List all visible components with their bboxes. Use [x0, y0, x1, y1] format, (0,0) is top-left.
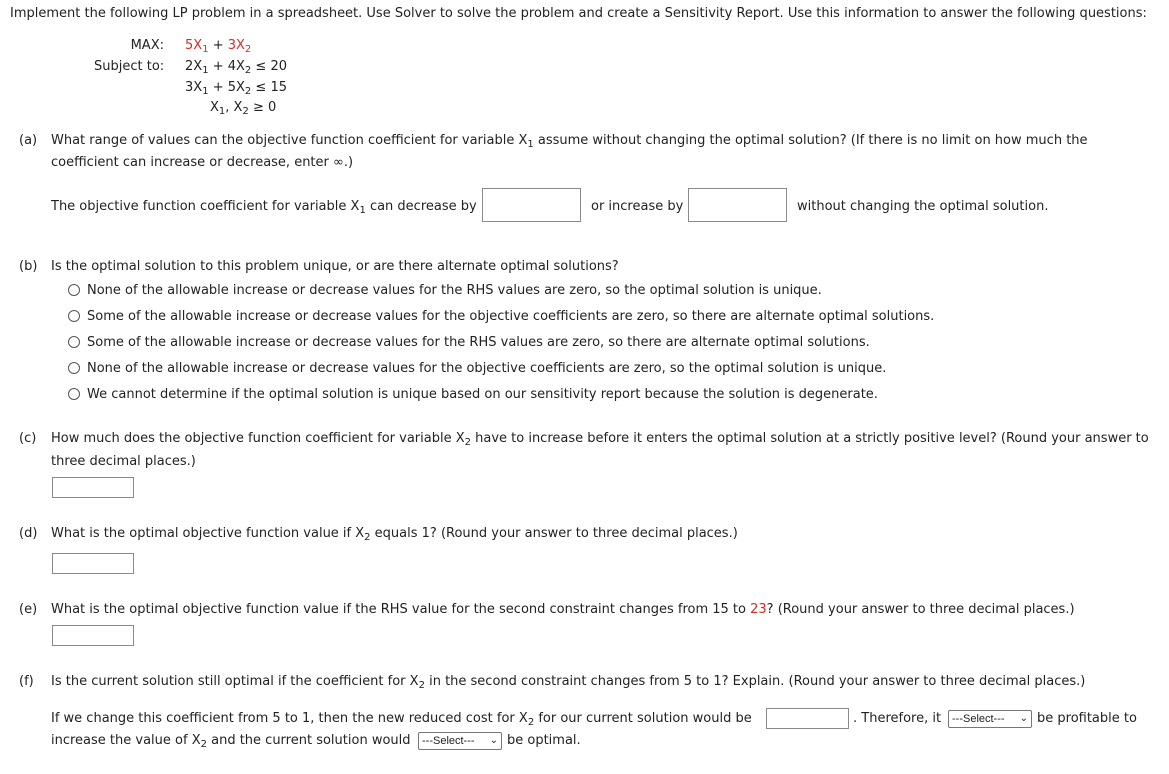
intro-text: Implement the following LP problem in a spreadsheet. Use Solver to solve the problem and create a Sensitivity Report. Use this information to answer the following questions: [10, 6, 1147, 21]
subject-to-label: Subject to: [94, 59, 165, 74]
option-5[interactable]: We cannot determine if the optimal solution is unique based on our sensitivity report because the solution is degenerate. [68, 387, 878, 402]
part-f-label: (f) [19, 674, 34, 689]
part-f-question: Is the current solution still optimal if the coefficient for $X_2$ in the second constraint changes from 5 to 1? Explain. (Round your answer to three decimal places.) [51, 674, 1086, 691]
part-c-question: How much does the objective function coefficient for variable $X_2$ have to increase before it enters the optimal solution at a strictly positive level? (Round your answer to [51, 431, 1149, 448]
option-2[interactable]: Some of the allowable increase or decrease values for the objective coefficients are zero, so there are alternate optimal solutions. [68, 309, 934, 324]
optimal-select[interactable]: ---Select--- ⌄ [418, 732, 502, 750]
part-e-question: What is the optimal objective function value if the RHS value for the second constraint changes from 15 to 23? (Round your answer to three decimal places.) [51, 602, 1075, 617]
part-f-be-optimal: be optimal. [507, 733, 581, 748]
constraint-1: $2X_1 + 4X_2 \le 20$ [185, 59, 287, 76]
part-f-profitable: be profitable to [1037, 711, 1137, 726]
part-a-question: What range of values can the objective function coefficient for variable $X_1$ assume without changing the optimal solution? (If there is no limit on how much the [51, 133, 1088, 150]
radio-button[interactable] [68, 284, 80, 296]
part-d-input[interactable] [52, 553, 134, 574]
max-label: MAX: [130, 38, 164, 53]
radio-button[interactable] [68, 388, 80, 400]
objective-function: $5X_1 + 3X_2$ [185, 38, 252, 55]
part-a-or-increase: or increase by [591, 199, 684, 214]
part-a-question-line2: coefficient can increase or decrease, enter ∞.) [51, 155, 354, 170]
part-f-answer-line2: increase the value of $X_2$ and the current solution would [51, 733, 411, 750]
option-1[interactable]: None of the allowable increase or decrease values for the RHS values are zero, so the optimal solution is unique. [68, 283, 822, 298]
chevron-down-icon: ⌄ [1019, 713, 1028, 724]
option-3[interactable]: Some of the allowable increase or decrease values for the RHS values are zero, so there are alternate optimal solutions. [68, 335, 870, 350]
part-a-tail: without changing the optimal solution. [797, 199, 1049, 214]
constraint-2: $3X_1 + 5X_2 \le 15$ [185, 80, 287, 97]
part-a-answer-text: The objective function coefficient for variable $X_1$ can decrease by [51, 199, 477, 216]
decrease-input[interactable] [482, 188, 581, 222]
part-d-label: (d) [19, 526, 38, 541]
chevron-down-icon: ⌄ [489, 735, 498, 746]
part-a-label: (a) [19, 133, 38, 148]
part-b-question: Is the optimal solution to this problem unique, or are there alternate optimal solutions? [51, 259, 619, 274]
part-c-question-line2: three decimal places.) [51, 454, 196, 469]
part-c-input[interactable] [52, 477, 134, 498]
part-c-label: (c) [19, 431, 37, 446]
part-e-input[interactable] [52, 625, 134, 646]
part-f-answer-text: If we change this coefficient from 5 to 1, then the new reduced cost for $X_2$ for our current solution would be [51, 711, 752, 728]
nonnegativity-constraint: $X_1$, $X_2 \ge 0$ [210, 100, 277, 117]
part-f-therefore: . Therefore, it [853, 711, 942, 726]
part-d-question: What is the optimal objective function value if $X_2$ equals 1? (Round your answer to three decimal places.) [51, 526, 738, 543]
part-b-label: (b) [19, 259, 38, 274]
radio-button[interactable] [68, 310, 80, 322]
radio-button[interactable] [68, 362, 80, 374]
radio-button[interactable] [68, 336, 80, 348]
option-4[interactable]: None of the allowable increase or decrease values for the objective coefficients are zero, so the optimal solution is unique. [68, 361, 886, 376]
increase-input[interactable] [688, 188, 787, 222]
profitable-select[interactable]: ---Select--- ⌄ [948, 710, 1032, 728]
part-e-label: (e) [19, 602, 38, 617]
reduced-cost-input[interactable] [766, 708, 849, 729]
